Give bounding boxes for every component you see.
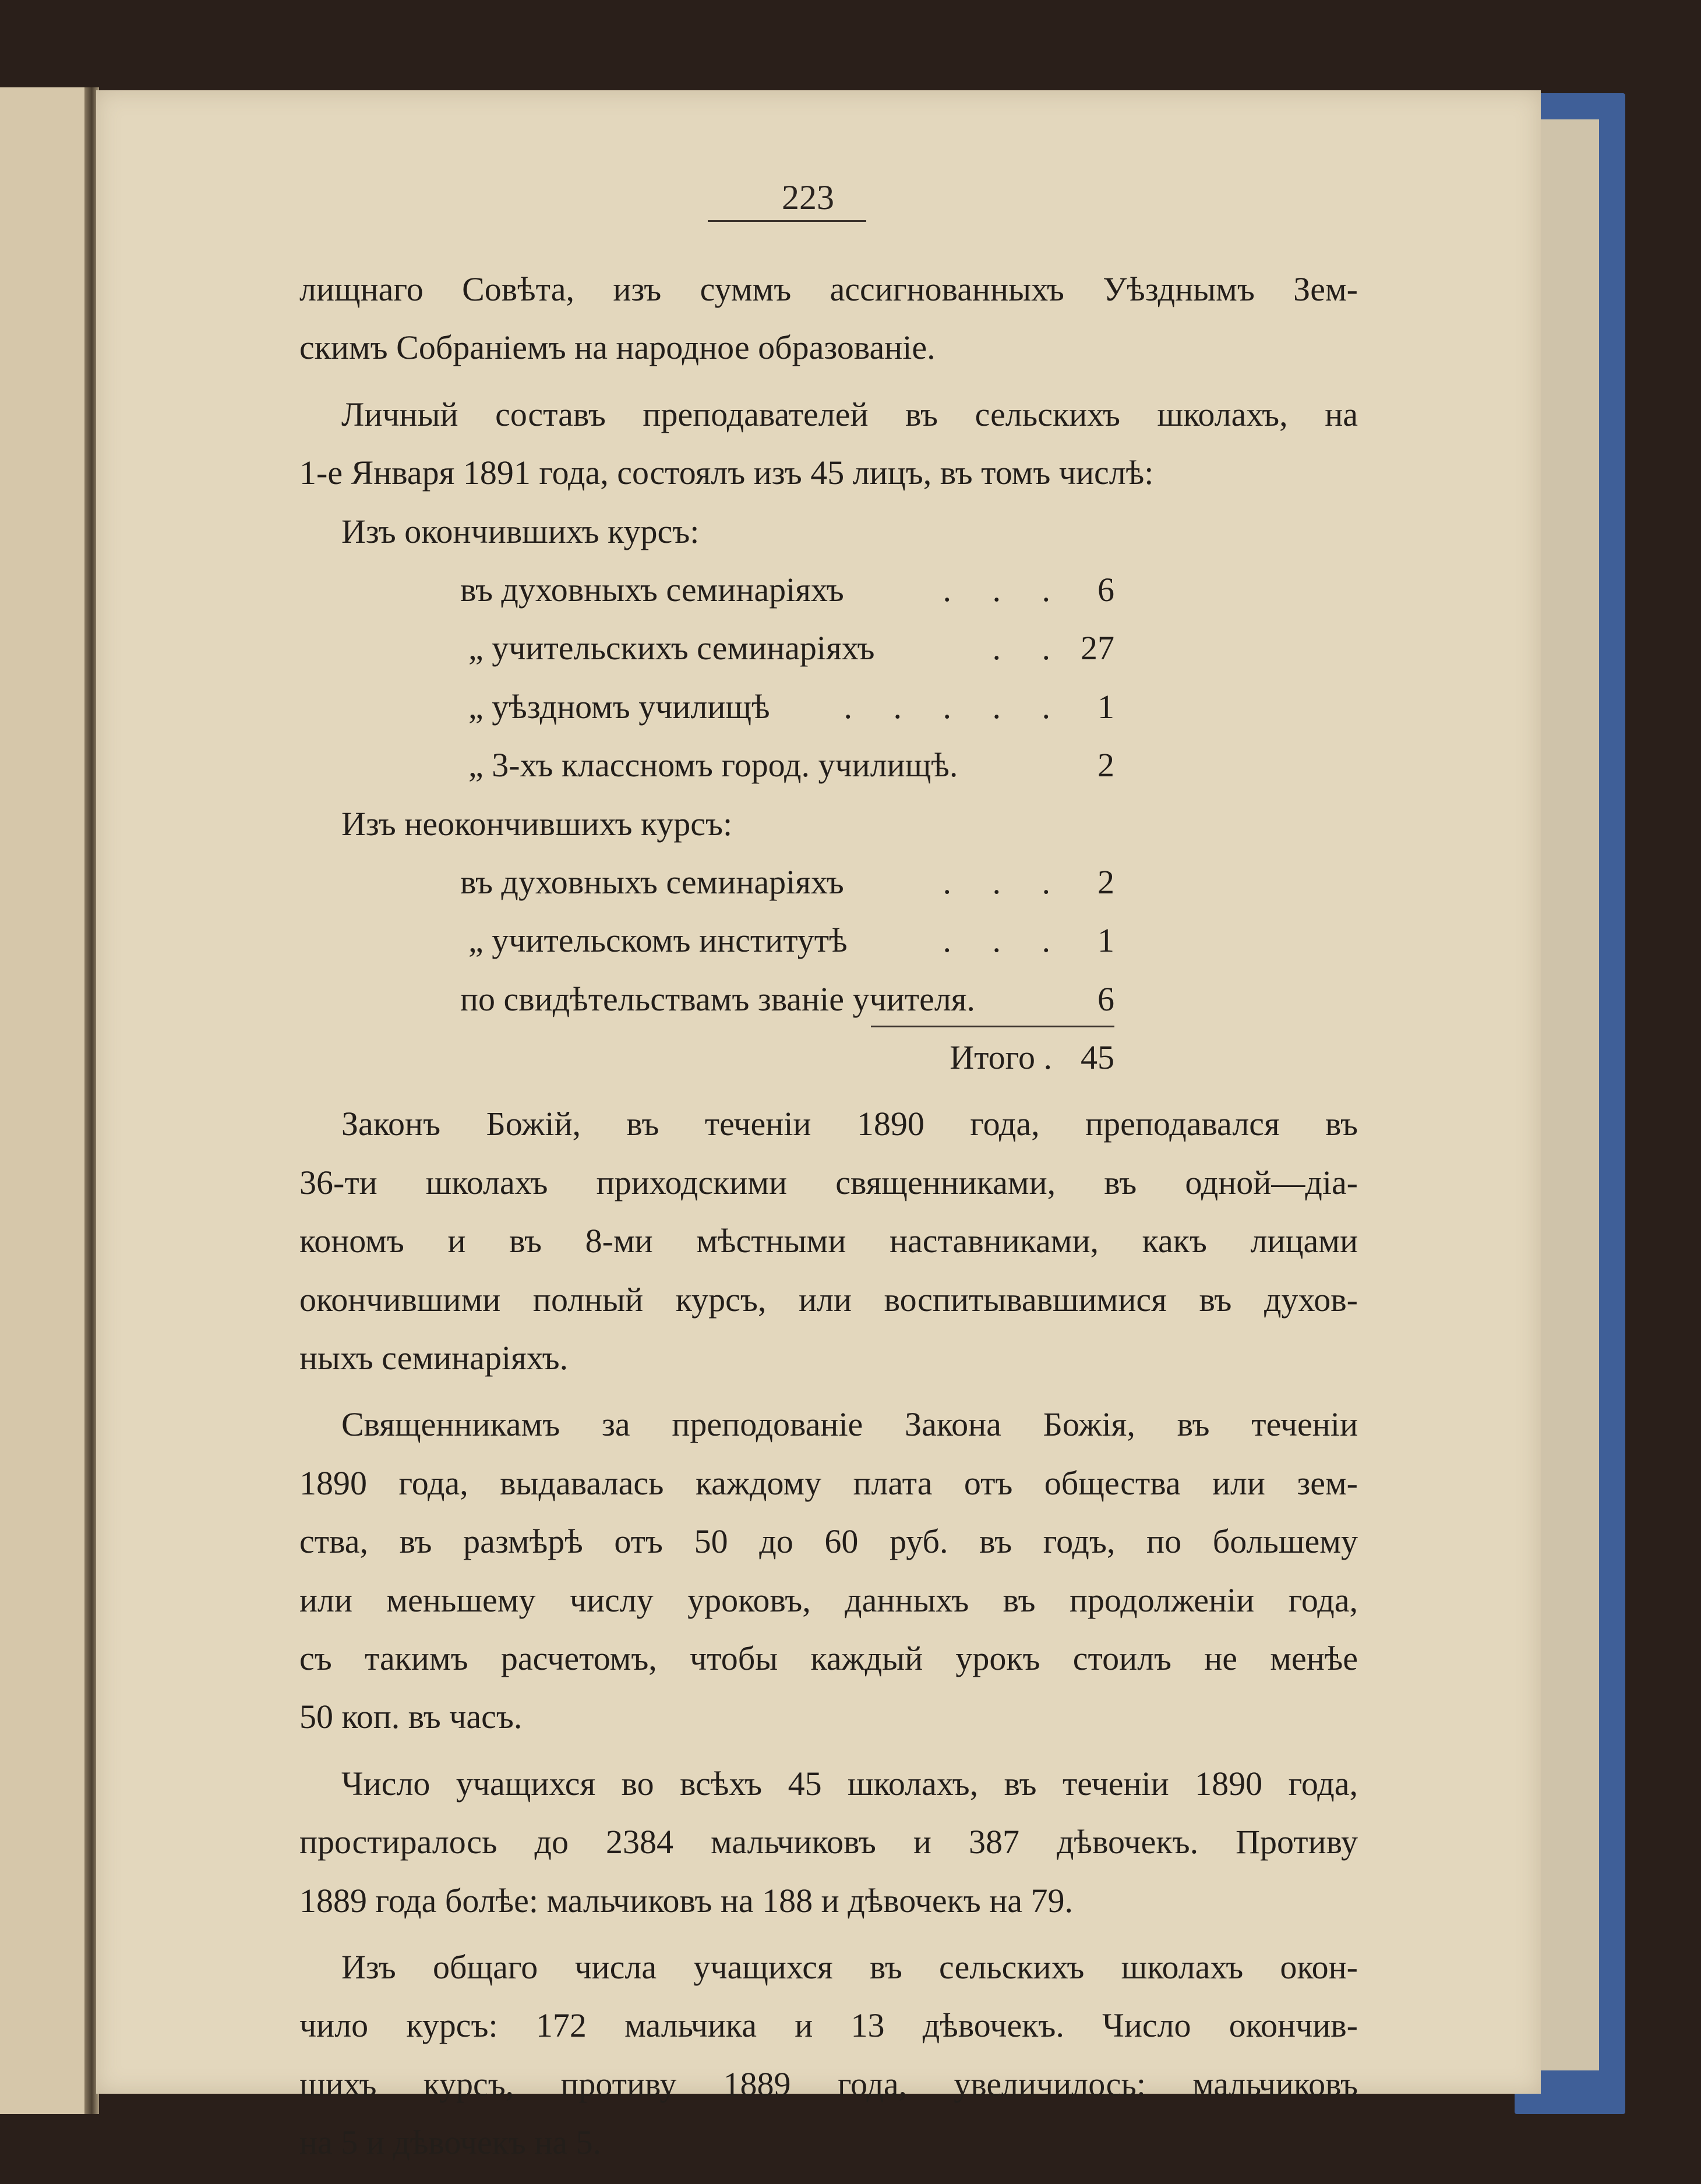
text-line: ства, въ размѣрѣ отъ 50 до 60 руб. въ годъ, по большему (299, 1522, 1358, 1561)
total-label: Итого . (950, 1038, 1052, 1077)
row-label: „ учительскихъ семинаріяхъ (468, 629, 875, 667)
text-line: 1889 года болѣе: мальчиковъ на 188 и дѣвочекъ на 79. (299, 1881, 1074, 1920)
text-line: Законъ Божій, въ теченіи 1890 года, преподавался въ (341, 1105, 1358, 1143)
row-label: въ духовныхъ семинаріяхъ (460, 863, 844, 901)
table-row (299, 853, 1358, 911)
row-label: „ уѣздномъ училищѣ (468, 687, 770, 726)
teachers-table (299, 503, 1358, 1087)
text-line: на 5 и дѣвочекъ на 5. (299, 2123, 602, 2162)
paragraph (299, 1938, 1358, 2172)
text-line: кономъ и въ 8-ми мѣстными наставниками, какъ лицами (299, 1222, 1358, 1260)
leader-dots: . . . (943, 570, 1067, 609)
paragraph (299, 386, 1358, 503)
leader-dots: . . . (943, 921, 1067, 960)
paragraph (299, 260, 1358, 377)
total-rule (871, 1026, 1114, 1027)
row-value: 6 (1097, 980, 1114, 1018)
row-value: 2 (1097, 746, 1114, 784)
table-row (299, 736, 1358, 794)
text-line: 1-е Января 1891 года, состоялъ изъ 45 лицъ, въ томъ числѣ: (299, 454, 1154, 492)
table-section-heading: Изъ неокончившихъ курсъ: (341, 804, 733, 843)
page-number-rule (708, 220, 866, 222)
text-line: ныхъ семинаріяхъ. (299, 1339, 569, 1377)
facing-page-edge (0, 87, 87, 2114)
page-number: 223 (782, 178, 834, 217)
paragraph (299, 1395, 1358, 1746)
table-row (299, 911, 1358, 970)
text-line: 50 коп. въ часъ. (299, 1698, 523, 1736)
page-body (299, 260, 1358, 2172)
total-value: 45 (1081, 1038, 1114, 1077)
text-line: простиралось до 2384 мальчиковъ и 387 дѣвочекъ. Противу (299, 1823, 1358, 1861)
text-line: Священникамъ за преподованіе Закона Божія, въ теченіи (341, 1405, 1358, 1444)
leader-dots: . . (992, 629, 1067, 667)
leader-dots: . . . . . (844, 687, 1067, 726)
table-row (299, 970, 1358, 1029)
text-line: окончившими полный курсъ, или воспитывавшимися въ духов- (299, 1280, 1358, 1319)
leader-dots: . . . (943, 863, 1067, 901)
row-value: 2 (1097, 863, 1114, 901)
table-section-heading: Изъ окончившихъ курсъ: (341, 512, 700, 550)
text-line: скимъ Собраніемъ на народное образованіе. (299, 328, 936, 367)
text-line: Изъ общаго числа учащихся въ сельскихъ школахъ окон- (341, 1948, 1358, 1986)
table-row (299, 619, 1358, 677)
text-line: шихъ курсъ, противу 1889 года, увеличилось: мальчиковъ (299, 2065, 1358, 2103)
row-value: 6 (1097, 570, 1114, 609)
text-line: 36-ти школахъ приходскими священниками, въ одной—діа- (299, 1163, 1358, 1201)
row-value: 1 (1097, 921, 1114, 960)
cover-endpaper (1538, 119, 1599, 2070)
text-line: чило курсъ: 172 мальчика и 13 дѣвочекъ. Число окончив- (299, 2006, 1358, 2045)
row-label: въ духовныхъ семинаріяхъ (460, 570, 844, 609)
text-line: Личный составъ преподавателей въ сельскихъ школахъ, на (341, 395, 1358, 433)
text-line: лищнаго Совѣта, изъ суммъ ассигнованныхъ Уѣзднымъ Зем- (299, 270, 1358, 308)
paragraph (299, 1755, 1358, 1930)
row-value: 1 (1097, 687, 1114, 726)
text-line: 1890 года, выдавалась каждому плата отъ общества или зем- (299, 1464, 1358, 1502)
paragraph (299, 1095, 1358, 1387)
text-line: или меньшему числу уроковъ, данныхъ въ продолженіи года, (299, 1581, 1358, 1619)
row-label: по свидѣтельствамъ званіе учителя. (460, 980, 975, 1018)
table-row (299, 561, 1358, 619)
table-total-row (299, 1029, 1358, 1087)
table-row (299, 678, 1358, 736)
text-line: Число учащихся во всѣхъ 45 школахъ, въ теченіи 1890 года, (341, 1764, 1358, 1803)
row-value: 27 (1081, 629, 1114, 667)
row-label: „ 3-хъ классномъ город. училищѣ. (468, 746, 958, 784)
row-label: „ учительскомъ институтѣ (468, 921, 848, 960)
text-line: съ такимъ расчетомъ, чтобы каждый урокъ стоилъ не менѣе (299, 1639, 1358, 1677)
